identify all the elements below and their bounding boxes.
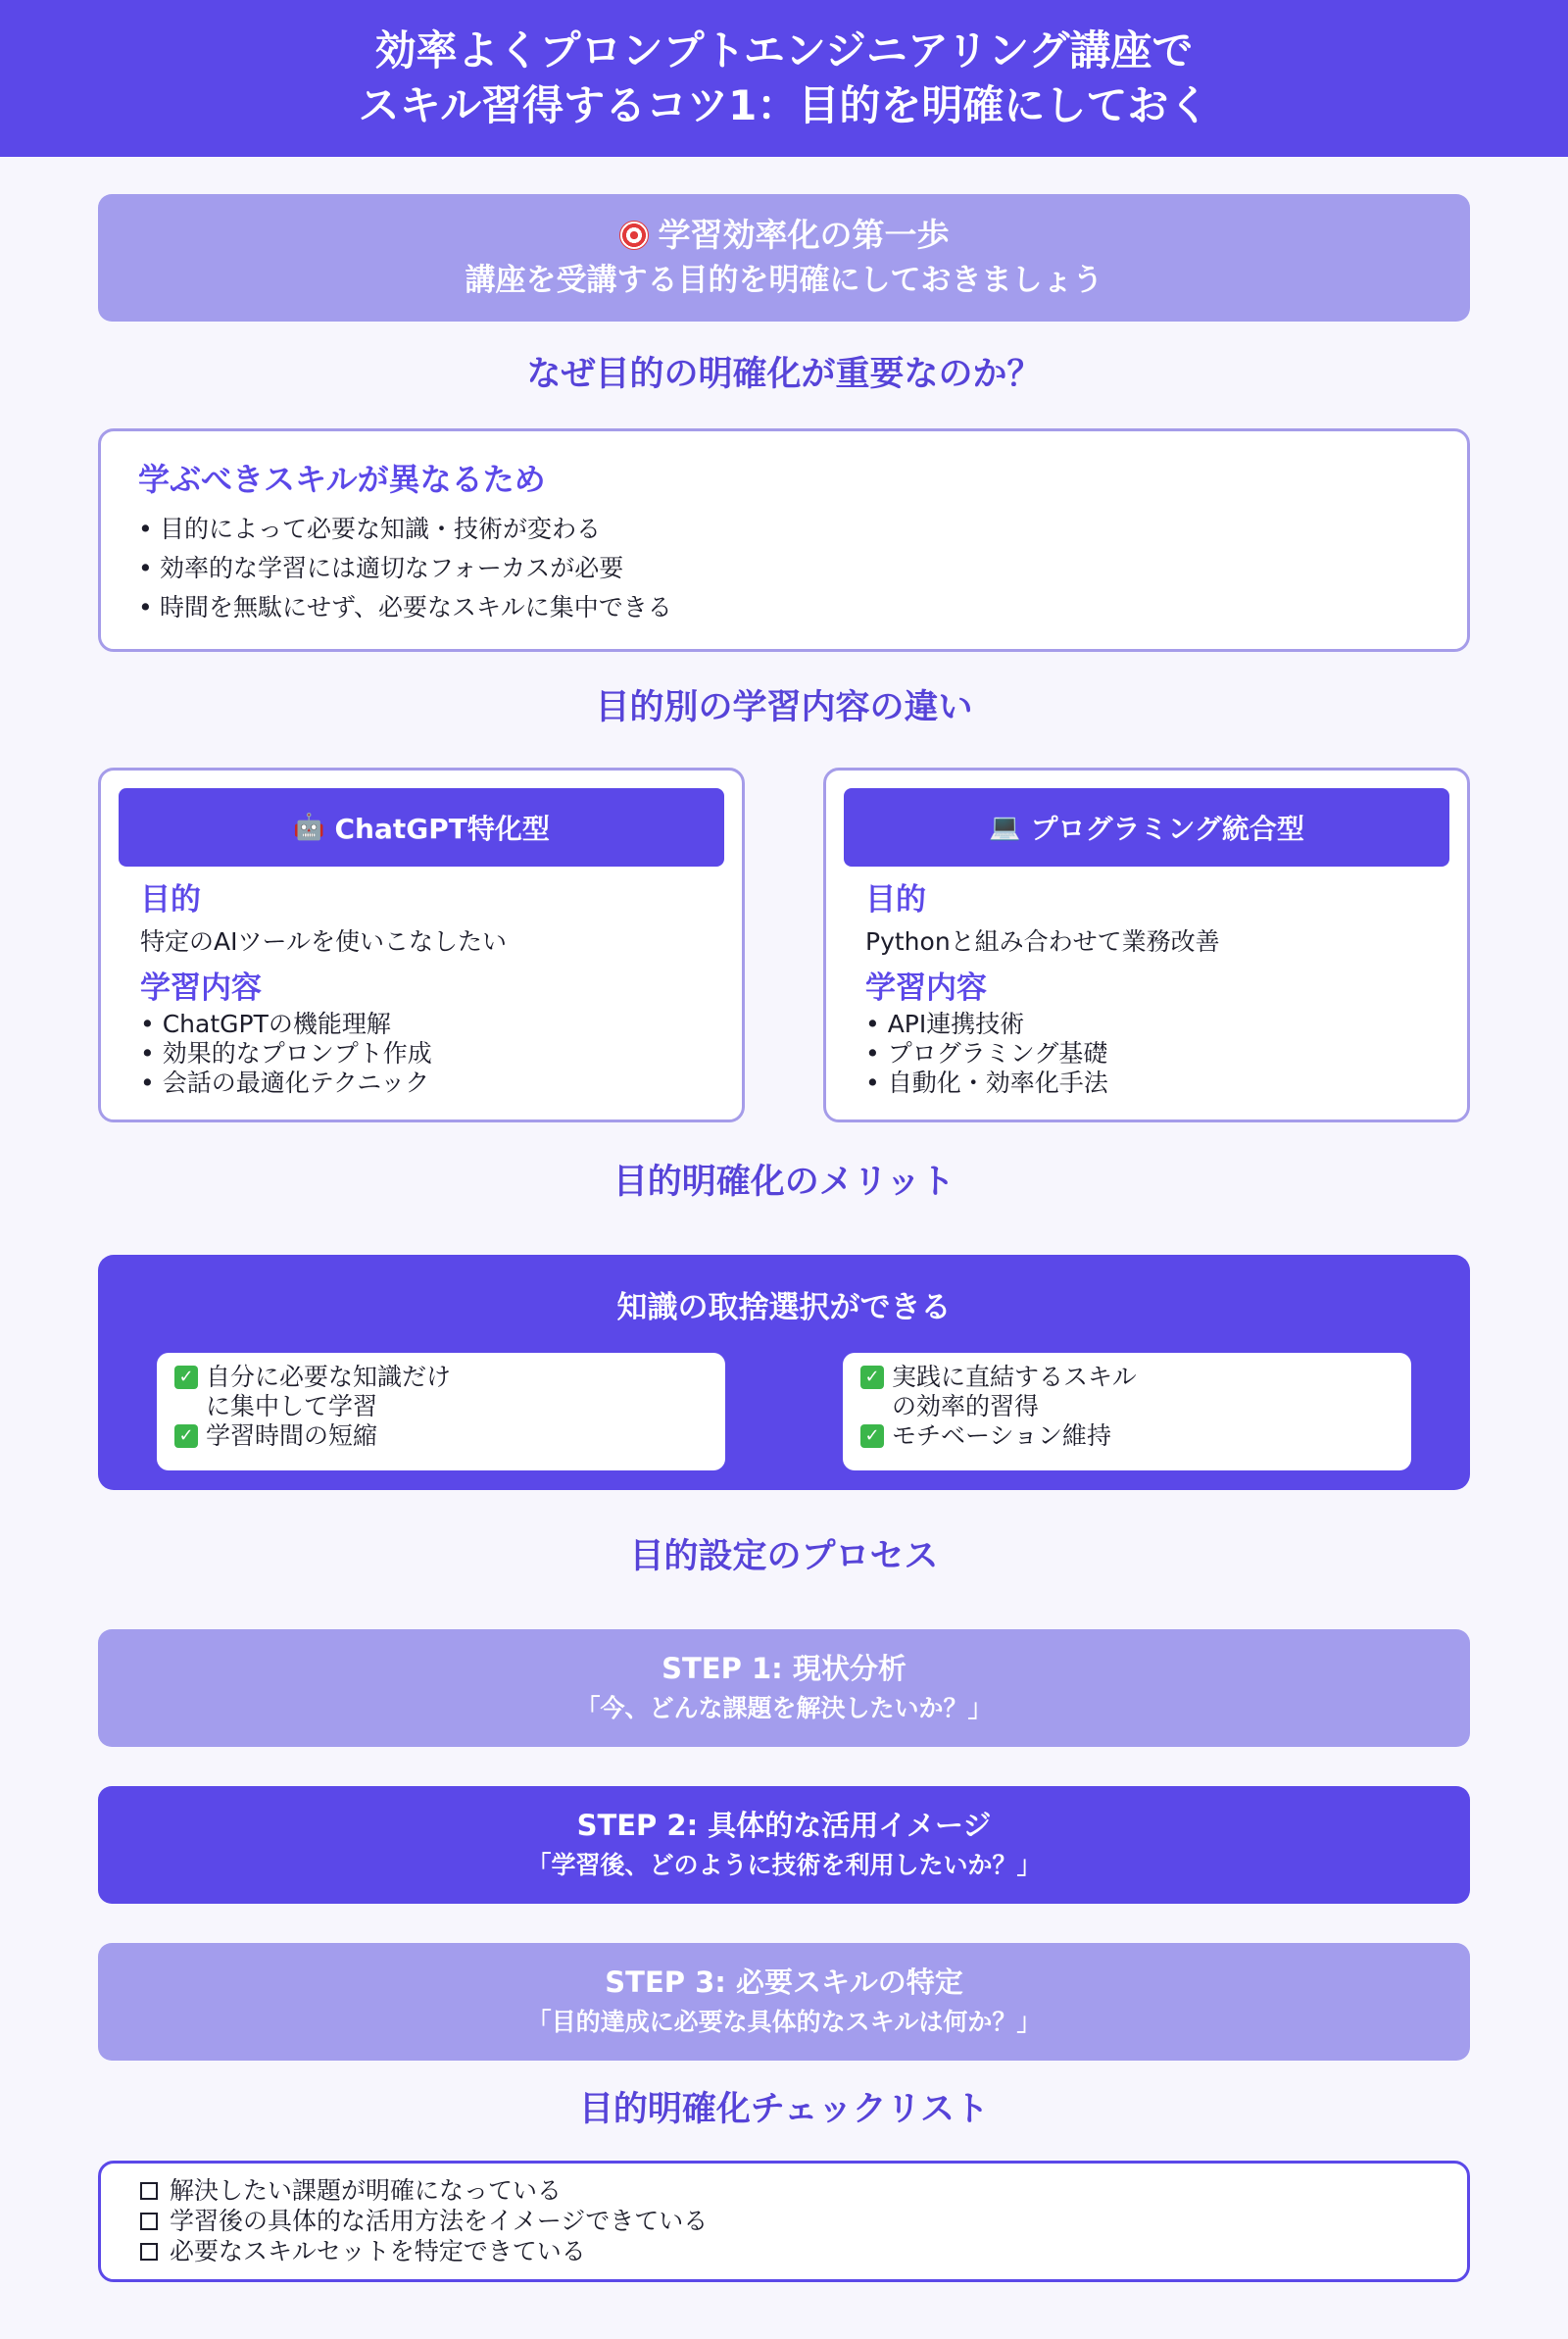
process-section-title: 目的設定のプロセス [629,1537,939,1576]
step-3 [98,1943,1470,2061]
target-icon [619,221,649,250]
list-item: • 効率的な学習には適切なフォーカスが必要 [138,554,624,582]
checkbox-icon[interactable] [140,2243,158,2261]
why-card-title: 学ぶべきスキルが異なるため [138,461,546,498]
why-list [138,510,672,627]
list-item: • ChatGPTの機能理解 [140,1010,391,1038]
step-question: 「目的達成に必要な具体的なスキルは何か？」 [526,2008,1042,2036]
step-2 [98,1786,1470,1904]
check-icon: ✓ [174,1424,198,1448]
page-title-line-2: スキル習得するコツ1：目的を明確にしておく [358,81,1210,129]
list-item: • 会話の最適化テクニック [140,1069,430,1097]
banner-title: 学習効率化の第一歩 [658,216,950,254]
purpose-label: 目的 [865,882,926,918]
why-card [98,428,1470,652]
content-list [865,1010,1108,1098]
content-label: 学習内容 [865,970,987,1006]
page-title-line-1: 効率よくプロンプトエンジニアリング講座で [374,26,1194,75]
check-icon: ✓ [174,1366,198,1389]
purpose-label: 目的 [140,882,201,918]
column-chatgpt [98,768,745,1122]
column-programming [823,768,1470,1122]
banner-subtitle: 講座を受講する目的を明確にしておきましょう [465,263,1103,298]
robot-icon: 🤖 [293,813,325,842]
merit-box-left: ✓ 自分に必要な知識だけ に集中して学習 ✓ 学習時間の短縮 [157,1353,725,1470]
list-item: • 自動化・効率化手法 [865,1069,1108,1097]
merit-section-title: 目的明確化のメリット [612,1163,956,1202]
merit-card [98,1255,1470,1490]
checklist-item[interactable]: 必要なスキルセットを特定できている [140,2236,1428,2266]
checklist-section-title: 目的明確化チェックリスト [578,2090,990,2129]
page-header [0,0,1568,157]
content-list [140,1010,432,1098]
list-item: • 効果的なプロンプト作成 [140,1039,432,1068]
purpose-text: Pythonと組み合わせて業務改善 [865,927,1220,956]
step-title: STEP 1: 現状分析 [662,1652,906,1685]
checkbox-icon[interactable] [140,2213,158,2230]
list-item: • 時間を無駄にせず、必要なスキルに集中できる [138,593,672,622]
why-section-title: なぜ目的の明確化が重要なのか？ [526,355,1042,394]
checklist-item[interactable]: 学習後の具体的な活用方法をイメージできている [140,2206,1428,2236]
merit-box-right: ✓ 実践に直結するスキル の効率的習得 ✓ モチベーション維持 [843,1353,1411,1470]
list-item: • API連携技術 [865,1010,1025,1038]
list-item: • 目的によって必要な知識・技術が変わる [138,515,602,543]
checkbox-icon[interactable] [140,2182,158,2200]
step-title: STEP 2: 具体的な活用イメージ [576,1809,992,1842]
step-question: 「学習後、どのように技術を利用したいか？」 [526,1851,1042,1879]
merit-card-title: 知識の取捨選択ができる [616,1290,952,1325]
content-label: 学習内容 [140,970,262,1006]
diff-section-title: 目的別の学習内容の違い [595,688,973,727]
column-chatgpt-header: 🤖 ChatGPT特化型 [119,788,724,867]
intro-banner [98,194,1470,322]
step-title: STEP 3: 必要スキルの特定 [605,1966,963,1999]
laptop-icon: 💻 [989,813,1021,842]
purpose-text: 特定のAIツールを使いこなしたい [140,927,507,956]
step-1 [98,1629,1470,1747]
checklist-item[interactable]: 解決したい課題が明確になっている [140,2175,1428,2206]
check-icon: ✓ [860,1424,884,1448]
column-programming-header: 💻 プログラミング統合型 [844,788,1449,867]
checklist-card [98,2161,1470,2282]
check-icon: ✓ [860,1366,884,1389]
list-item: • プログラミング基礎 [865,1039,1108,1068]
step-question: 「今、どんな課題を解決したいか？」 [575,1694,993,1722]
